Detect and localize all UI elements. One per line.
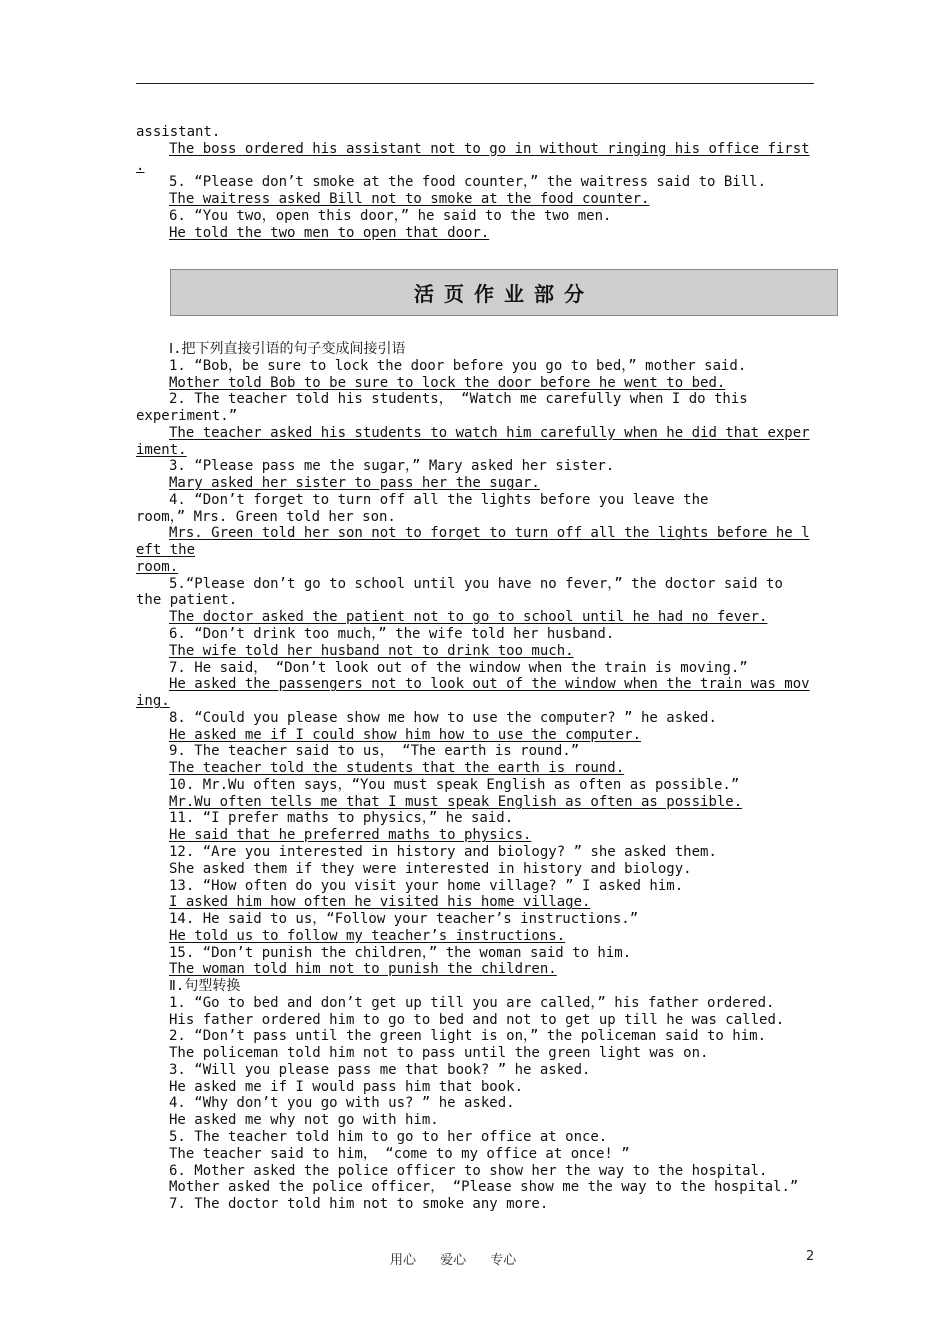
answer-line	[136, 158, 816, 175]
answer-line	[136, 542, 816, 559]
answer-text: The teacher asked his students to watch him carefully when he did that exper	[169, 424, 810, 441]
line-text: 2. “Don’t pass until the green light is on，” the policeman said to him.	[169, 1028, 767, 1045]
answer-text: The boss ordered his assistant not to go in without ringing his office first	[169, 140, 810, 157]
answer-line	[136, 827, 816, 844]
text-line	[136, 1079, 816, 1096]
answer-line	[136, 609, 816, 626]
line-text: Mother asked the police officer， “Please show me the way to the hospital.”	[169, 1179, 799, 1196]
answer-line	[136, 425, 816, 442]
answer-text: The waitress asked Bill not to smoke at the food counter.	[169, 191, 650, 208]
answer-text: He said that he preferred maths to physics.	[169, 827, 532, 844]
line-text: 9. The teacher said to us， “The earth is round.”	[169, 743, 580, 760]
top-exercise-section	[136, 124, 816, 242]
text-line	[136, 945, 816, 962]
line-text: 7. The doctor told him not to smoke any more.	[169, 1196, 549, 1213]
line-text: 2. The teacher told his students， “Watch me carefully when I do this	[169, 391, 748, 408]
answer-text: Mr.Wu often tells me that I must speak English as often as possible.	[169, 793, 743, 810]
answer-line	[136, 676, 816, 693]
line-text: His father ordered him to go to bed and not to get up till he was called.	[169, 1011, 785, 1028]
text-line	[136, 391, 816, 408]
line-text: 5. “Please don’t smoke at the food counter，” the waitress said to Bill.	[169, 174, 767, 191]
homework-section	[136, 341, 816, 1213]
line-text: 5. The teacher told him to go to her office at once.	[169, 1128, 608, 1145]
text-line	[136, 1062, 816, 1079]
answer-line	[136, 727, 816, 744]
answer-text: He asked the passengers not to look out of the window when the train was mov	[169, 676, 810, 693]
text-line	[136, 208, 816, 225]
line-text: 13. “How often do you visit your home village? ” I asked him.	[169, 877, 684, 894]
answer-line	[136, 442, 816, 459]
answer-text: He told us to follow my teacher’s instructions.	[169, 927, 566, 944]
line-text: 1. “Go to bed and don’t get up till you are called，” his father ordered.	[169, 994, 775, 1011]
answer-line	[136, 525, 816, 542]
text-line	[136, 1129, 816, 1146]
answer-line	[136, 794, 816, 811]
text-line	[136, 1028, 816, 1045]
text-line	[136, 1163, 816, 1180]
text-line	[136, 1045, 816, 1062]
answer-text: Mary asked her sister to pass her the sugar.	[169, 475, 540, 492]
text-line	[136, 458, 816, 475]
text-line	[136, 810, 816, 827]
answer-line	[136, 375, 816, 392]
text-line	[136, 861, 816, 878]
answer-line	[136, 225, 816, 242]
text-line	[136, 911, 816, 928]
answer-text: room.	[136, 558, 179, 575]
answer-text: ing.	[136, 693, 170, 710]
line-text: 14. He said to us，“Follow your teacher’s instructions.”	[169, 911, 639, 928]
text-line	[136, 408, 816, 425]
text-line	[136, 743, 816, 760]
line-text: She asked them if they were interested in history and biology.	[169, 860, 692, 877]
answer-line	[136, 961, 816, 978]
text-line	[136, 1179, 816, 1196]
answer-line	[136, 191, 816, 208]
line-text: He asked me why not go with him.	[169, 1112, 439, 1129]
answer-text: The woman told him not to punish the children.	[169, 961, 557, 978]
answer-text: He asked me if I could show him how to use the computer.	[169, 726, 642, 743]
answer-line	[136, 693, 816, 710]
text-line	[136, 995, 816, 1012]
text-line	[136, 660, 816, 677]
answer-text: The teacher told the students that the earth is round.	[169, 760, 625, 777]
line-text: 4. “Why don’t you go with us? ” he asked.	[169, 1095, 515, 1112]
line-text: 3. “Will you please pass me that book? ” he asked.	[169, 1061, 591, 1078]
answer-line	[136, 760, 816, 777]
text-line	[136, 1112, 816, 1129]
line-text: 4. “Don’t forget to turn off all the lights before you leave the	[169, 491, 709, 508]
line-text: Ⅰ.把下列直接引语的句子变成间接引语	[169, 341, 406, 357]
answer-line	[136, 141, 816, 158]
answer-line	[136, 928, 816, 945]
answer-text: I asked him how often he visited his home village.	[169, 894, 591, 911]
text-line	[136, 124, 816, 141]
line-text: He asked me if I would pass him that book.	[169, 1078, 524, 1095]
line-text: 5.“Please don’t go to school until you have no fever，” the doctor said to	[169, 575, 783, 592]
text-line	[136, 174, 816, 191]
text-line	[136, 576, 816, 593]
footer-motto: 用心 爱心 专心	[390, 1253, 517, 1268]
answer-line	[136, 559, 816, 576]
answer-text: Mrs. Green told her son not to forget to turn off all the lights before he l	[169, 525, 810, 542]
line-text: 8. “Could you please show me how to use the computer? ” he asked.	[169, 709, 717, 726]
text-line	[136, 878, 816, 895]
answer-text: Mother told Bob to be sure to lock the door before he went to bed.	[169, 374, 726, 391]
line-text: the patient.	[136, 592, 238, 609]
answer-text: eft the	[136, 542, 196, 559]
line-text: 10. Mr.Wu often says，“You must speak English as often as possible.”	[169, 776, 740, 793]
text-line	[136, 626, 816, 643]
answer-text: The doctor asked the patient not to go to school until he had no fever.	[169, 609, 768, 626]
text-line	[136, 777, 816, 794]
line-text: 12. “Are you interested in history and biology? ” she asked them.	[169, 843, 717, 860]
text-line	[136, 1146, 816, 1163]
line-text: The teacher said to him， “come to my office at once! ”	[169, 1145, 630, 1162]
answer-text: .	[136, 157, 145, 174]
text-line	[136, 844, 816, 861]
line-text: 7. He said， “Don’t look out of the window when the train is moving.”	[169, 659, 748, 676]
section-banner	[170, 269, 838, 316]
line-text: 11. “I prefer maths to physics，” he said.	[169, 810, 514, 827]
line-text: 15. “Don’t punish the children，” the woman said to him.	[169, 944, 632, 961]
text-line	[136, 978, 816, 995]
line-text: 6. “Don’t drink too much，” the wife told her husband.	[169, 626, 615, 643]
answer-text: The wife told her husband not to drink too much.	[169, 642, 574, 659]
banner-title: 活页作业部分	[414, 282, 594, 306]
line-text: 6. “You two，open this door，” he said to the two men.	[169, 207, 612, 224]
line-text: 1. “Bob，be sure to lock the door before you go to bed，” mother said.	[169, 357, 747, 374]
text-line	[136, 1012, 816, 1029]
answer-line	[136, 643, 816, 660]
text-line	[136, 509, 816, 526]
line-text: assistant.	[136, 124, 221, 140]
line-text: 6. Mother asked the police officer to show her the way to the hospital.	[169, 1162, 768, 1179]
line-text: 3. “Please pass me the sugar，” Mary asked her sister.	[169, 458, 615, 475]
text-line	[136, 1095, 816, 1112]
text-line	[136, 492, 816, 509]
text-line	[136, 358, 816, 375]
answer-text: He told the two men to open that door.	[169, 224, 490, 241]
answer-line	[136, 894, 816, 911]
line-text: experiment.”	[136, 408, 238, 425]
text-line	[136, 710, 816, 727]
line-text: Ⅱ.句型转换	[169, 978, 241, 995]
answer-line	[136, 475, 816, 492]
answer-text: iment.	[136, 441, 187, 458]
text-line	[136, 1196, 816, 1213]
page-number: 2	[806, 1249, 815, 1264]
line-text: The policeman told him not to pass until the green light was on.	[169, 1045, 709, 1062]
line-text: room，” Mrs. Green told her son.	[136, 508, 396, 525]
text-line	[136, 592, 816, 609]
text-line	[136, 341, 816, 358]
header-rule	[136, 83, 814, 84]
